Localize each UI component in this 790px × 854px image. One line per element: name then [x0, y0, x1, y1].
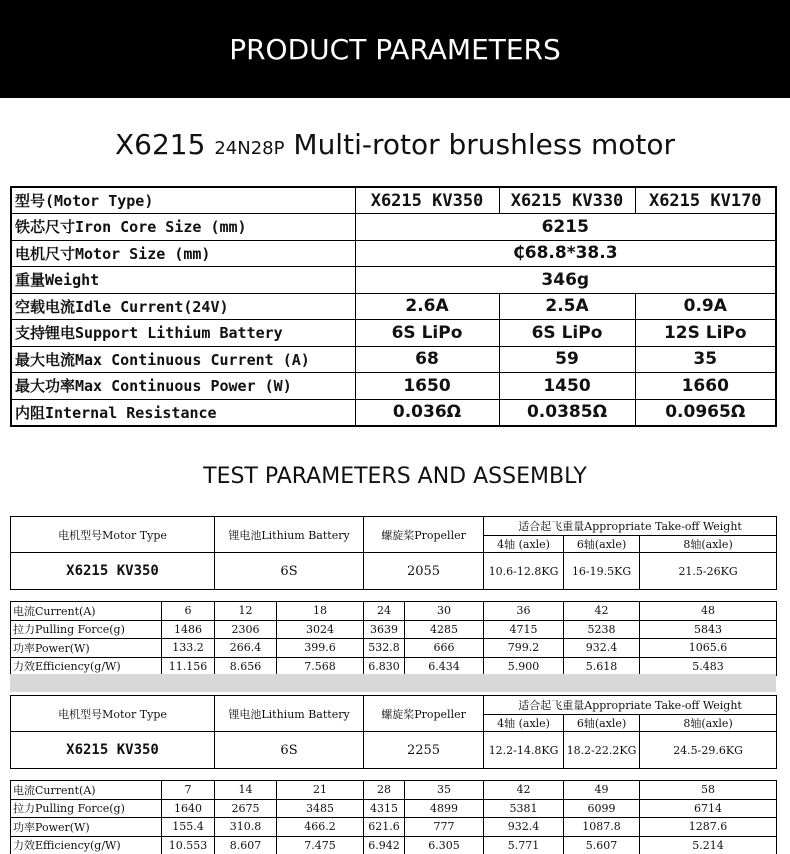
params-row [11, 346, 776, 373]
table-cell: 2306 [215, 620, 277, 639]
param-value: 6215 [355, 214, 776, 241]
product-parameters-table [10, 186, 777, 427]
params-row [11, 240, 776, 267]
params-row [11, 373, 776, 400]
param-label: 最大电流Max Continuous Current (A) [11, 346, 355, 373]
row-label: 力效Efficiency(g/W) [11, 836, 162, 854]
table-cell: 35 [405, 781, 484, 800]
table-row [11, 620, 777, 639]
table-cell: 399.6 [277, 639, 364, 658]
table-cell: 5.214 [640, 836, 777, 854]
table-cell: 1640 [162, 799, 215, 818]
axle4-header: 4轴 (axle) [484, 536, 564, 553]
param-value: 6S LiPo [499, 320, 635, 347]
test-info-row [11, 732, 777, 769]
table-cell: 1486 [162, 620, 215, 639]
axle8-header: 8轴(axle) [640, 715, 777, 732]
weight8-value: 24.5-29.6KG [640, 732, 777, 769]
table-cell: 5.483 [640, 657, 777, 676]
param-label: 最大功率Max Continuous Power (W) [11, 373, 355, 400]
table-cell: 10.553 [162, 836, 215, 854]
params-row [11, 320, 776, 347]
table-row [11, 781, 777, 800]
propeller-value: 2055 [364, 553, 484, 590]
table-cell: 49 [564, 781, 640, 800]
model-header: X6215 KV350 [355, 187, 499, 214]
param-value: 0.0385Ω [499, 399, 635, 426]
row-label: 拉力Pulling Force(g) [11, 799, 162, 818]
test-header-row [11, 517, 777, 536]
weight8-value: 21.5-26KG [640, 553, 777, 590]
model-header: X6215 KV330 [499, 187, 635, 214]
row-label: 功率Power(W) [11, 639, 162, 658]
motor-type-header: 电机型号Motor Type [11, 696, 215, 732]
table-cell: 155.4 [162, 818, 215, 837]
table-cell: 58 [640, 781, 777, 800]
table-cell: 5381 [484, 799, 564, 818]
axle6-header: 6轴(axle) [564, 715, 640, 732]
table-cell: 4315 [364, 799, 405, 818]
spacer-cell [11, 769, 777, 781]
motor-type-value: X6215 KV350 [11, 732, 215, 769]
table-cell: 8.607 [215, 836, 277, 854]
axle4-header: 4轴 (axle) [484, 715, 564, 732]
param-value: 1660 [635, 373, 776, 400]
propeller-header: 螺旋桨Propeller [364, 696, 484, 732]
table-cell: 4899 [405, 799, 484, 818]
params-row [11, 214, 776, 241]
spacer-cell [11, 590, 777, 602]
axle8-header: 8轴(axle) [640, 536, 777, 553]
spacer-row [11, 769, 777, 781]
param-value: 35 [635, 346, 776, 373]
table-cell: 932.4 [564, 639, 640, 658]
table-cell: 5.900 [484, 657, 564, 676]
param-value: 12S LiPo [635, 320, 776, 347]
param-value: 59 [499, 346, 635, 373]
table-cell: 5.607 [564, 836, 640, 854]
row-label: 电流Current(A) [11, 781, 162, 800]
battery-header: 锂电池Lithium Battery [215, 696, 364, 732]
param-label: 铁芯尺寸Iron Core Size (mm) [11, 214, 355, 241]
param-value: 0.036Ω [355, 399, 499, 426]
param-label: 内阻Internal Resistance [11, 399, 355, 426]
param-value: 68 [355, 346, 499, 373]
table-cell: 14 [215, 781, 277, 800]
motor-model: X6215 [115, 128, 206, 161]
params-header-row [11, 187, 776, 214]
param-label: 型号(Motor Type) [11, 187, 355, 214]
table-cell: 777 [405, 818, 484, 837]
table-cell: 5.771 [484, 836, 564, 854]
table-cell: 5843 [640, 620, 777, 639]
row-label: 功率Power(W) [11, 818, 162, 837]
param-value: 0.9A [635, 293, 776, 320]
table-cell: 266.4 [215, 639, 277, 658]
param-value: 346g [355, 267, 776, 294]
param-value: 2.5A [499, 293, 635, 320]
table-cell: 1087.8 [564, 818, 640, 837]
params-row [11, 267, 776, 294]
table-cell: 48 [640, 602, 777, 621]
table-cell: 5238 [564, 620, 640, 639]
motor-title [0, 128, 790, 161]
table-cell: 7.475 [277, 836, 364, 854]
param-value: ₵68.8*38.3 [355, 240, 776, 267]
table-cell: 4285 [405, 620, 484, 639]
table-cell: 4715 [484, 620, 564, 639]
table-row [11, 799, 777, 818]
motor-desc: Multi-rotor brushless motor [293, 128, 675, 161]
axle6-header: 6轴(axle) [564, 536, 640, 553]
table-cell: 621.6 [364, 818, 405, 837]
battery-header: 锂电池Lithium Battery [215, 517, 364, 553]
table-cell: 28 [364, 781, 405, 800]
table-cell: 36 [484, 602, 564, 621]
header-banner [0, 0, 790, 98]
row-label: 电流Current(A) [11, 602, 162, 621]
table-cell: 42 [484, 781, 564, 800]
param-label: 重量Weight [11, 267, 355, 294]
test-header-row [11, 696, 777, 715]
table-cell: 466.2 [277, 818, 364, 837]
table-row [11, 639, 777, 658]
battery-value: 6S [215, 553, 364, 590]
param-value: 0.0965Ω [635, 399, 776, 426]
motor-type-header: 电机型号Motor Type [11, 517, 215, 553]
table-cell: 3485 [277, 799, 364, 818]
table-cell: 8.656 [215, 657, 277, 676]
model-header: X6215 KV170 [635, 187, 776, 214]
table-cell: 12 [215, 602, 277, 621]
banner-title: PRODUCT PARAMETERS [229, 32, 561, 66]
weight6-value: 16-19.5KG [564, 553, 640, 590]
params-row [11, 293, 776, 320]
table-cell: 799.2 [484, 639, 564, 658]
test-table [10, 516, 777, 676]
test-info-row [11, 553, 777, 590]
spacer-row [11, 590, 777, 602]
table-cell: 133.2 [162, 639, 215, 658]
test-section-title: TEST PARAMETERS AND ASSEMBLY [203, 464, 587, 489]
table-cell: 42 [564, 602, 640, 621]
takeoff-weight-header: 适合起飞重量Appropriate Take-off Weight [484, 696, 777, 715]
table-cell: 11.156 [162, 657, 215, 676]
table-cell: 7.568 [277, 657, 364, 676]
table-cell: 532.8 [364, 639, 405, 658]
table-cell: 6.305 [405, 836, 484, 854]
motor-type-value: X6215 KV350 [11, 553, 215, 590]
param-value: 1650 [355, 373, 499, 400]
table-cell: 18 [277, 602, 364, 621]
table-cell: 6.434 [405, 657, 484, 676]
param-value: 6S LiPo [355, 320, 499, 347]
table-cell: 5.618 [564, 657, 640, 676]
table-row [11, 657, 777, 676]
table-cell: 6714 [640, 799, 777, 818]
table-cell: 3024 [277, 620, 364, 639]
table-cell: 6.942 [364, 836, 405, 854]
table-row [11, 602, 777, 621]
takeoff-weight-header: 适合起飞重量Appropriate Take-off Weight [484, 517, 777, 536]
param-value: 1450 [499, 373, 635, 400]
table-cell: 932.4 [484, 818, 564, 837]
test-table [10, 695, 777, 854]
row-label: 力效Efficiency(g/W) [11, 657, 162, 676]
param-label: 支持锂电Support Lithium Battery [11, 320, 355, 347]
table-cell: 6099 [564, 799, 640, 818]
param-label: 空载电流Idle Current(24V) [11, 293, 355, 320]
weight4-value: 12.2-14.8KG [484, 732, 564, 769]
weight6-value: 18.2-22.2KG [564, 732, 640, 769]
table-cell: 310.8 [215, 818, 277, 837]
table-cell: 3639 [364, 620, 405, 639]
row-label: 拉力Pulling Force(g) [11, 620, 162, 639]
motor-spec: 24N28P [214, 138, 285, 159]
table-cell: 7 [162, 781, 215, 800]
table-cell: 30 [405, 602, 484, 621]
section-divider [10, 674, 776, 692]
table-cell: 1287.6 [640, 818, 777, 837]
propeller-value: 2255 [364, 732, 484, 769]
params-row [11, 399, 776, 426]
table-cell: 2675 [215, 799, 277, 818]
table-row [11, 818, 777, 837]
param-value: 2.6A [355, 293, 499, 320]
table-cell: 21 [277, 781, 364, 800]
weight4-value: 10.6-12.8KG [484, 553, 564, 590]
battery-value: 6S [215, 732, 364, 769]
param-label: 电机尺寸Motor Size (mm) [11, 240, 355, 267]
table-cell: 666 [405, 639, 484, 658]
propeller-header: 螺旋桨Propeller [364, 517, 484, 553]
table-cell: 1065.6 [640, 639, 777, 658]
table-cell: 24 [364, 602, 405, 621]
table-cell: 6 [162, 602, 215, 621]
table-cell: 6.830 [364, 657, 405, 676]
table-row [11, 836, 777, 854]
